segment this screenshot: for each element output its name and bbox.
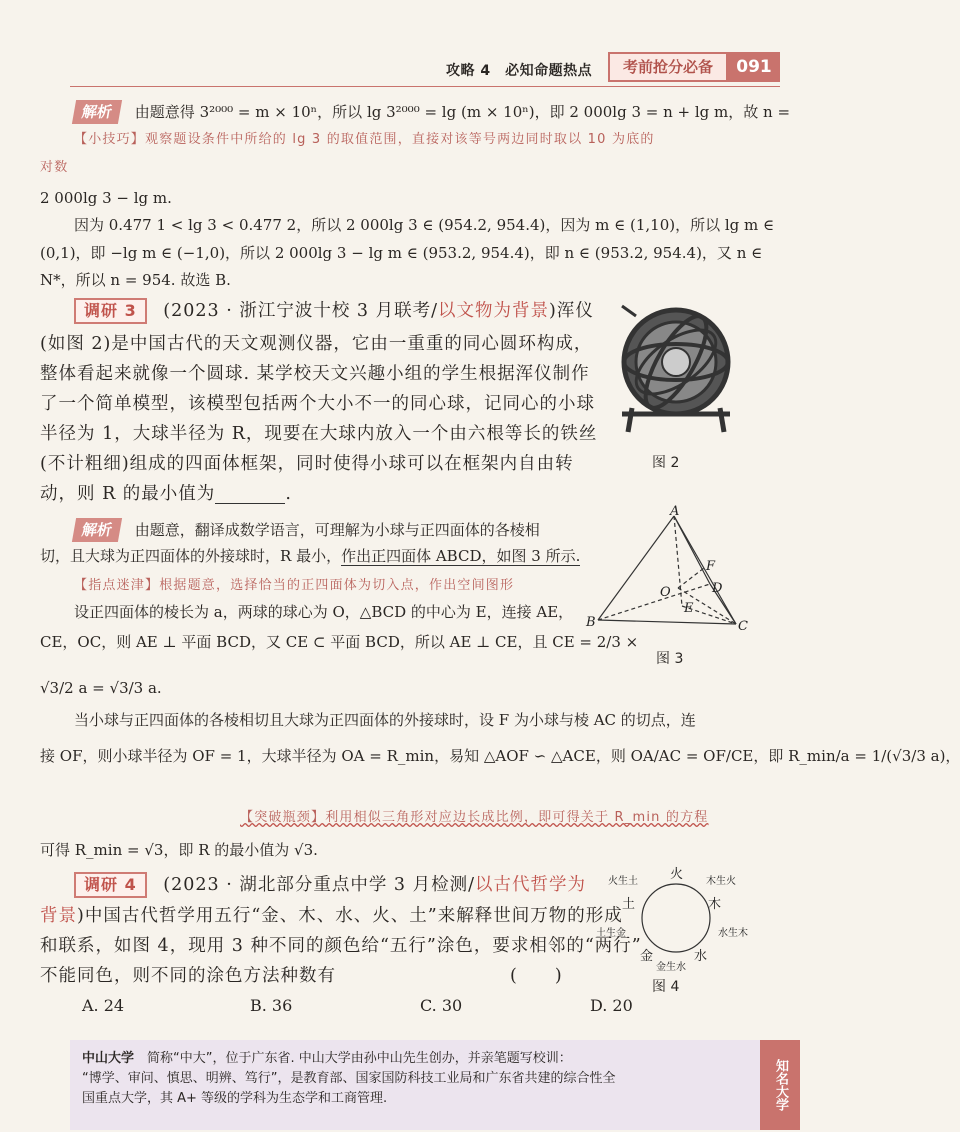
element-fire: 火 <box>670 867 684 882</box>
footer-line1: 中山大学 简称“中大”，位于广东省. 中山大学由孙中山先生创办，并亲笔题写校训： <box>82 1051 572 1066</box>
problem-tag: 调研 3 <box>74 298 147 324</box>
tip-note: 【突破瓶颈】利用相似三角形对应边长成比例，即可得关于 R_min 的方程 <box>240 810 709 825</box>
problem3-line: (不计粗细)组成的四面体框架，同时使得小球可以在框架内自由转 <box>40 454 574 474</box>
figure4-caption: 图 4 <box>652 979 680 995</box>
option-c: C. 30 <box>420 996 463 1015</box>
figure2-caption: 图 2 <box>652 455 680 471</box>
tetrahedron-figure <box>586 506 756 636</box>
problem3-header: 调研 3 (2023 · 浙江宁波十校 3 月联考/以文物为背景)浑仪 <box>74 298 594 324</box>
solution3-line1: 解析 由题意，翻译成数学语言，可理解为小球与正四面体的各棱相 <box>74 518 540 542</box>
fig-label-C: C <box>738 619 748 634</box>
footer-line3: 国重点大学，其 A+ 等级的学科为生态学和工商管理. <box>82 1091 388 1106</box>
option-b: B. 36 <box>250 996 293 1015</box>
option-d: D. 20 <box>590 996 633 1015</box>
fig-label-A: A <box>670 504 680 519</box>
solution3-line2: 切，且大球为正四面体的外接球时，R 最小，作出正四面体 ABCD，如图 3 所示. <box>40 547 581 565</box>
fig-label-E: E <box>684 601 694 616</box>
element-earth: 土 <box>622 897 636 912</box>
page-header <box>0 48 800 88</box>
page-number: 091 <box>728 52 780 82</box>
problem4-header: 调研 4 (2023 · 湖北部分重点中学 3 月检测/以古代哲学为 <box>74 872 586 898</box>
solution3-line3: 设正四面体的棱长为 a，两球的球心为 O，△BCD 的中心为 E，连接 AE， <box>74 603 574 621</box>
relation-metal-water: 金生水 <box>656 962 686 973</box>
problem4-line1: 背景)中国古代哲学用五行“金、木、水、火、土”来解释世间万物的形成 <box>40 906 623 926</box>
solution3-line7: 接 OF，则小球半径为 OF = 1，大球半径为 OA = R_min，易知 △AOF ∽ △ACE，则 OA/AC = OF/CE，即 R_min/a = 1/(√3/3 a)， <box>40 747 960 765</box>
solution1-line3: 因为 0.477 1 < lg 3 < 0.477 2，所以 2 000lg 3 ∈ (954.2, 954.4)，因为 m ∈ (1,10)，所以 lg m ∈ <box>74 216 775 234</box>
five-elements-figure <box>596 862 760 974</box>
problem3-line: (如图 2)是中国古代的天文观测仪器，它由一重重的同心圆环构成， <box>40 334 593 354</box>
fig-label-B: B <box>586 615 596 630</box>
tip-note: 【小技巧】观察题设条件中所给的 lg 3 的取值范围，直接对该等号两边同时取以 10 为底的 <box>74 132 655 147</box>
badge: 考前抢分必备 <box>608 52 728 82</box>
problem4-line3: 不能同色，则不同的涂色方法种数有 <box>40 966 336 986</box>
relation-wood-fire: 木生火 <box>706 876 736 887</box>
solution3-line5: √3/2 a = √3/3 a. <box>40 679 162 697</box>
tip-note-cont: 对数 <box>40 160 69 175</box>
figure3-caption: 图 3 <box>656 651 684 667</box>
problem3-last-line: 动，则 R 的最小值为 . <box>40 484 292 504</box>
relation-water-wood: 水生木 <box>718 928 748 939</box>
tip-note: 【指点迷津】根据题意，选择恰当的正四面体为切入点，作出空间图形 <box>74 578 515 593</box>
problem-tag: 调研 4 <box>74 872 147 898</box>
solution3-line8: 可得 R_min = √3，即 R 的最小值为 √3. <box>40 841 318 859</box>
problem3-line: 半径为 1，大球半径为 R，现要在大球内放入一个由六根等长的铁丝 <box>40 424 598 444</box>
problem4-line2: 和联系，如图 4，现用 3 种不同的颜色给“五行”涂色，要求相邻的“两行” <box>40 936 642 956</box>
solution-tag: 解析 <box>72 100 122 124</box>
problem3-line: 了一个简单模型，该模型包括两个大小不一的同心球，记同心的小球 <box>40 394 595 414</box>
footer-line2: “博学、审问、慎思、明辨、笃行”，是教育部、国家国防科技工业局和广东省共建的综合性全 <box>82 1071 616 1086</box>
solution1-line5: N*，所以 n = 954. 故选 B. <box>40 271 231 289</box>
relation-fire-earth: 火生土 <box>608 876 638 887</box>
armillary-sphere-figure <box>612 296 740 436</box>
relation-earth-metal: 土生金 <box>596 928 626 939</box>
problem3-line: 整体看起来就像一个圆球. 某学校天文兴趣小组的学生根据浑仪制作 <box>40 364 590 384</box>
solution1-line2: 2 000lg 3 − lg m. <box>40 189 172 207</box>
solution1-line1: 解析 由题意得 3²⁰⁰⁰ = m × 10ⁿ，所以 lg 3²⁰⁰⁰ = lg (m × 10ⁿ)，即 2 000lg 3 = n + lg m，故 n = <box>74 100 790 124</box>
side-tab: 知名大学 <box>760 1040 800 1130</box>
footer-title: 中山大学 <box>82 1051 135 1066</box>
solution3-line6: 当小球与正四面体的各棱相切且大球为正四面体的外接球时，设 F 为小球与棱 AC 的切点，连 <box>74 711 696 729</box>
section-title: 攻略 4 必知命题热点 <box>446 63 593 79</box>
element-metal: 金 <box>640 949 654 964</box>
fig-label-O: O <box>660 585 671 600</box>
element-water: 水 <box>694 949 708 964</box>
fig-label-F: F <box>706 559 716 574</box>
solution1-line4: (0,1)，即 −lg m ∈ (−1,0)，所以 2 000lg 3 − lg m ∈ (953.2, 954.4)，即 n ∈ (953.2, 954.4)，又 n ∈ <box>40 244 763 262</box>
element-wood: 木 <box>708 897 722 912</box>
solution-tag: 解析 <box>72 518 122 542</box>
answer-paren: ( ) <box>510 966 563 986</box>
fig-label-D: D <box>712 581 723 596</box>
solution3-line4: CE，OC，则 AE ⊥ 平面 BCD，又 CE ⊂ 平面 BCD，所以 AE ⊥ CE，且 CE = 2/3 × <box>40 633 639 651</box>
option-a: A. 24 <box>82 996 125 1015</box>
footer-info-box <box>70 1040 760 1130</box>
header-rule <box>70 86 780 87</box>
answer-blank <box>215 487 285 504</box>
